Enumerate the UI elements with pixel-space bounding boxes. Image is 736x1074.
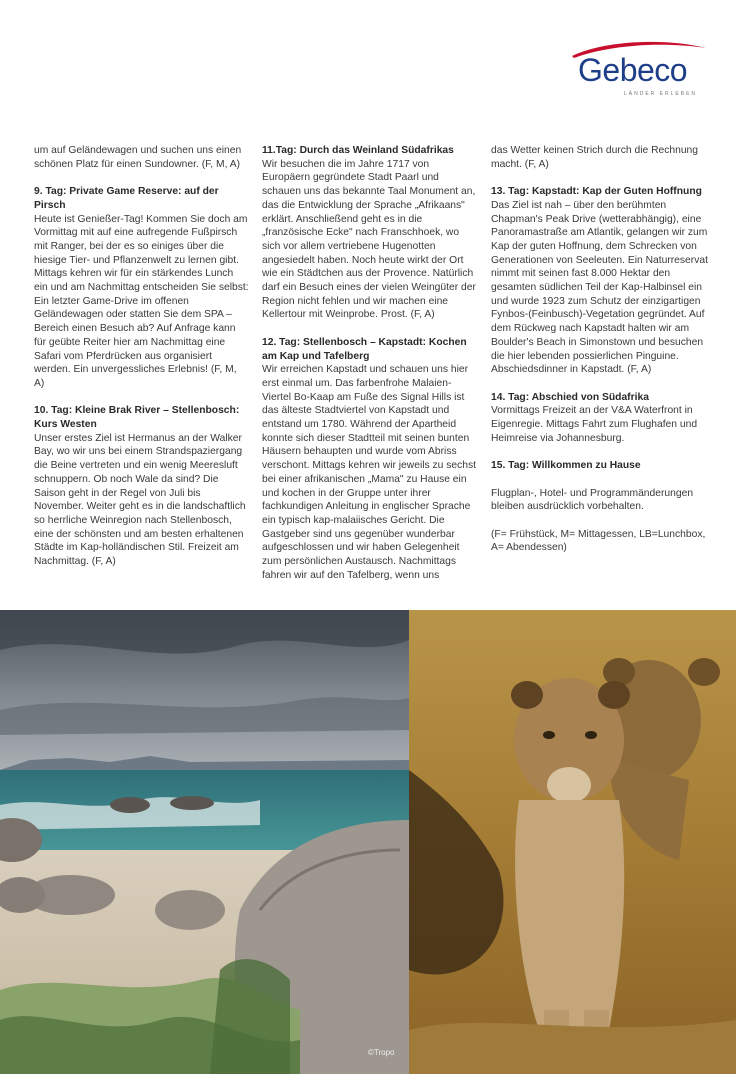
text-column-2 (262, 144, 480, 596)
logo-brand: Gebeco (578, 52, 688, 88)
day12-text: Wir erreichen Kapstadt und schauen uns hier erst einmal um. Das farbenfrohe Malaien-Viertel Bo-Kaap am Fuße des Signal Hills ist das älteste Stadtviertel von Kapstadt und entstand um 1780. Während der Apartheid konnte sich dieser Stadtteil mit seinen bunten Häusern behaupten und wurde vom Abriss verschont. Mittags kehren wir jeweils zu sechst bei einer afrikanischen „Mama" zu Hause ein und kochen in der Gruppe unter ihrer fachkundigen Anleitung in englischer Sprache ein typisch kap-malaiisches Gericht. Die Gastgeber sind uns gegenüber wunderbar aufgeschlossen und wir haben Gelegenheit zum persönlichen Austausch. Nachmittags fahren wir auf den Tafelberg, wenn uns (262, 364, 477, 581)
photo-strip (0, 610, 736, 1074)
day10-heading: 10. Tag: Kleine Brak River – Stellenbosch: Kurs Westen (34, 405, 240, 431)
day14-text: Vormittags Freizeit an der V&A Waterfront in Eigenregie. Mittags Fahrt zum Flughafen und Heimreise via Johannesburg. (491, 405, 698, 444)
day13-heading: 13. Tag: Kapstadt: Kap der Guten Hoffnung (491, 186, 702, 198)
changes-note: Flugplan-, Hotel- und Programmänderungen bleiben ausdrücklich vorbehalten. (491, 487, 694, 513)
column1-intro: um auf Geländewagen und suchen uns einen schönen Platz für einen Sundowner. (F, M, A) (34, 145, 242, 170)
day10-text: Unser erstes Ziel ist Hermanus an der Walker Bay, wo wir uns bei einem Strandspaziergang die Beine vertreten und ein wenig Meeresluft schnuppern. Ob noch Wale da sind? Die Saison geht in der Regel von Juli bis November. Weiter geht es in die landschaftlich so herrliche Weinregion nach Stellenbosch, eine der schönsten und am besten erhaltenen Städte im Kap-holländischen Stil. Freizeit am Nachmittag. (F, A) (34, 432, 246, 568)
lions-photo (409, 610, 736, 1074)
text-column-3 (491, 144, 709, 569)
day11-text: Wir besuchen die im Jahre 1717 von Europäern gegründete Stadt Paarl und schauen uns das bekannte Taal Monument an, das die Entwicklung der Sprache „Afrikaans" erklärt. Anschließend geht es in die „französische Ecke" nach Franschhoek, wo sich vor allem vertriebene Hugenotten angesiedelt haben. Noch heute wirkt der Ort wie ein Städtchen aus der Provence. Natürlich darf ein Besuch eines der vielen Weingüter der Region nicht fehlen und wir machen eine Kellertour mit Weinprobe. Prost. (F, A) (262, 158, 476, 321)
meal-legend: (F= Frühstück, M= Mittagessen, LB=Lunchbox, A= Abendessen) (491, 528, 706, 554)
day14-heading: 14. Tag: Abschied von Südafrika (491, 391, 649, 403)
day11-heading: 11.Tag: Durch das Weinland Südafrikas (262, 145, 454, 156)
day9-heading: 9. Tag: Private Game Reserve: auf der Pirsch (34, 186, 219, 211)
coast-photo (0, 610, 409, 1074)
day13-text: Das Ziel ist nah – über den berühmten Chapman's Peak Drive (wetterabhängig), eine Panoramastraße am Atlantik, gelangen wir zum Kap der guten Hoffnung, dem Schrecken von Generationen von Seeleuten. Ein Naturreservat nimmt mit seinen fast 8.000 Hektar den gesamten südlichen Teil der Kap-Halbinsel ein und wurde 1923 zum Schutz der einzigartigen Fynbos-(Feinbusch)-Vegetation gegründet. Auf dem Rückweg nach Kapstadt halten wir am Boulder's Beach in Simonstown und besuchen die hier lebenden possierlichen Pinguine. Abschiedsdinner in Kapstadt. (F, A) (491, 199, 708, 376)
day15-heading: 15. Tag: Willkommen zu Hause (491, 460, 641, 472)
column3-intro: das Wetter keinen Strich durch die Rechnung macht. (F, A) (491, 145, 699, 170)
day9-text: Heute ist Genießer-Tag! Kommen Sie doch am Vormittag mit auf eine aufregende Fußpirsch mit Ranger, bei der es so einiges über die hiesige Tier- und Pflanzenwelt zu lernen gibt. Mittags kehren wir für ein stärkendes Lunch ein und am Nachmittag entscheiden Sie selbst: Ein letzter Game-Drive im offenen Geländewagen oder statten Sie dem SPA – Bereich einen Besuch ab? Auf Anfrage kann für geübte Reiter hier am Nachmittag eine Safari vom Pferdrücken aus organisiert werden. Ein unvergessliches Erlebnis! (F, M, A) (34, 213, 249, 389)
text-column-1 (34, 144, 249, 582)
photo-credit: ©Tropo (368, 1048, 395, 1057)
day12-heading: 12. Tag: Stellenbosch – Kapstadt: Kochen am Kap und Tafelberg (262, 336, 467, 362)
gebeco-logo (566, 38, 716, 108)
logo-tagline: LÄNDER ERLEBEN (624, 91, 698, 97)
